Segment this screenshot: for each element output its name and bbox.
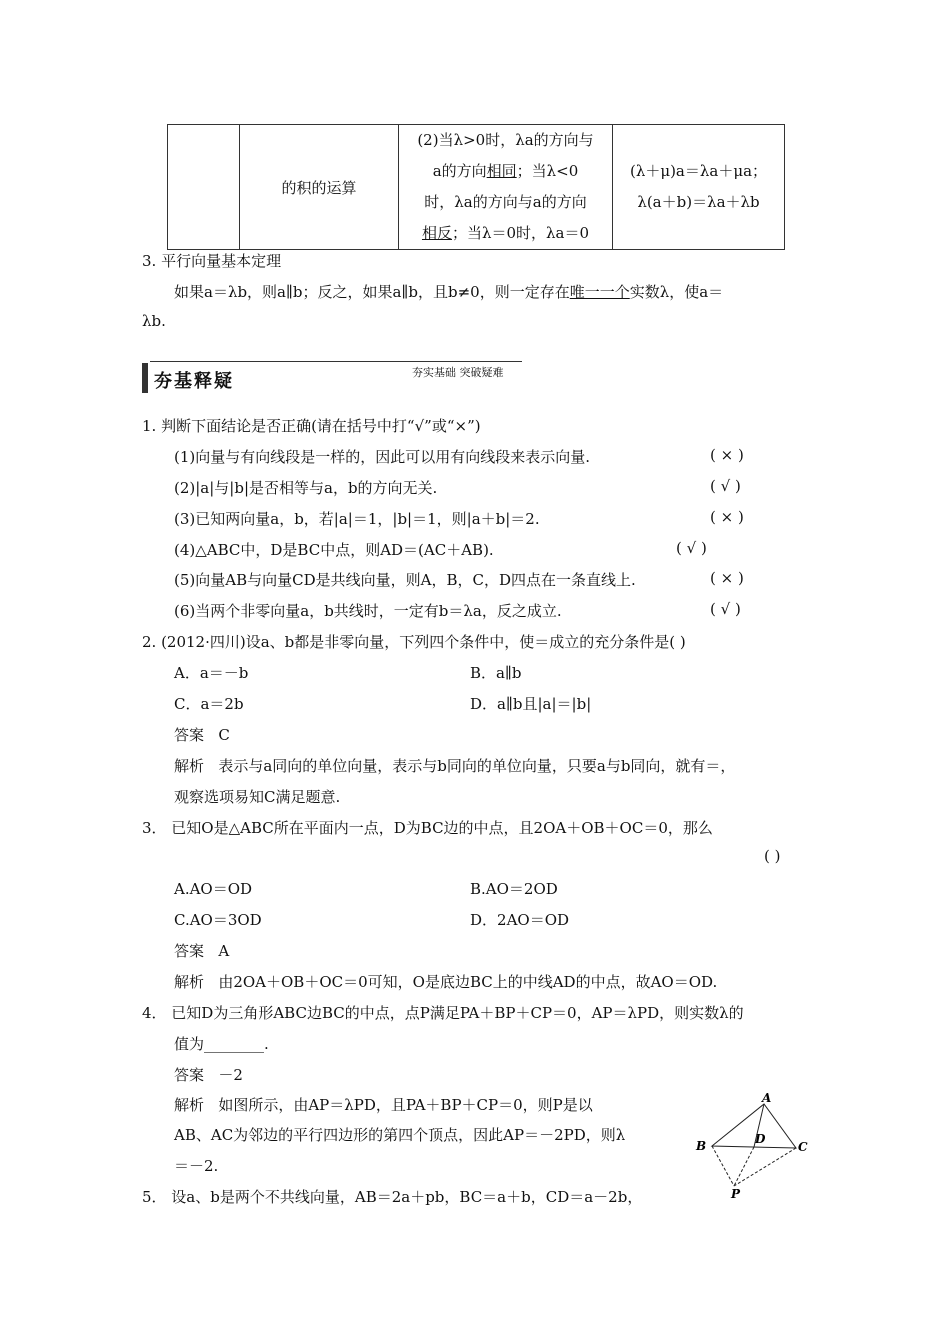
q1-item: (1)向量与有向线段是一样的，因此可以用有向线段来表示向量. [174,448,591,466]
q1-item: (4)△ABC中，D是BC中点，则AD＝(AC＋AB). [174,541,494,559]
q1-item: (6)当两个非零向量a，b共线时，一定有b＝λa，反之成立. [174,602,562,620]
analysis-text: 由2OA＋OB＋OC＝0可知，O是底边BC上的中线AD的中点，故AO＝OD. [218,973,718,991]
q2-analysis-line: 观察选项易知C满足题意. [174,788,341,806]
q2-answer-line [174,724,230,745]
analysis-text: 表示与a同向的单位向量，表示与b同向的单位向量，只要a与b同向，就有＝， [218,757,736,775]
q1-answer: ( √ ) [676,539,707,557]
theorem-text: 实数λ，使a＝ [629,283,724,301]
q3-paren: ( ) [764,847,781,865]
analysis-label: 解析 [174,757,205,775]
q4-analysis-line [174,1094,593,1115]
section-title: 夯基释疑 [154,371,234,392]
q4-answer-line [174,1064,243,1085]
table-desc-text: a的方向 [432,162,487,180]
q3-option-a: A.AO＝OD [174,880,253,898]
q1-answer: ( √ ) [710,600,741,618]
table-desc-underlined: 相反 [421,224,452,242]
operations-table [167,124,785,250]
table-cell-description [399,125,613,250]
answer-value: C [218,726,230,744]
parallelogram-figure [690,1090,810,1200]
theorem-heading: 3. 平行向量基本定理 [142,252,282,270]
analysis-label: 解析 [174,1096,205,1114]
theorem-text: 如果a＝λb，则a∥b；反之，如果a∥b，且b≠0，则一定存在 [174,283,570,301]
figure-label-b: B [696,1139,707,1153]
q2-stem: 2. (2012·四川)设a、b都是非零向量，下列四个条件中，使＝成立的充分条件是( ) [142,633,686,651]
q4-stem: 4． 已知D为三角形ABC边BC的中点，点P满足PA＋BP＋CP＝0，AP＝λPD，则实数λ的 [142,1004,744,1022]
q5-stem: 5． 设a、b是两个不共线向量，AB＝2a＋pb，BC＝a＋b，CD＝a－2b， [142,1188,643,1206]
q3-stem: 3． 已知O是△ABC所在平面内一点，D为BC边的中点，且2OA＋OB＋OC＝0，那么 [142,819,713,837]
answer-label: 答案 [174,726,205,744]
q4-stem: 值为________. [174,1035,269,1053]
table-cell-laws [613,125,785,250]
q3-answer-line [174,940,229,961]
q1-item: (3)已知两向量a，b，若|a|＝1，|b|＝1，则|a＋b|＝2. [174,510,540,528]
theorem-underlined: 唯一一个 [569,283,630,301]
q2-analysis-line [174,755,735,776]
table-law-line: (λ＋μ)a＝λa＋μa； [629,162,768,180]
q4-analysis-line: ＝－2. [174,1157,219,1175]
answer-value: －2 [218,1066,243,1084]
q4-analysis-line: AB、AC为邻边的平行四边形的第四个顶点，因此AP＝－2PD，则λ [174,1126,626,1144]
figure-label-d: D [755,1132,766,1146]
table-desc-underlined: 相同 [486,162,517,180]
q1-stem: 1. 判断下面结论是否正确(请在括号中打“√”或“×”) [142,417,481,435]
table-desc-line: 时，λa的方向与a的方向 [424,193,587,211]
answer-label: 答案 [174,1066,205,1084]
q3-option-b: B.AO＝2OD [470,880,558,898]
table-desc-text: ；当λ＝0时，λa＝0 [451,224,590,242]
q2-option-d: D．a∥b且|a|＝|b| [470,695,592,713]
figure-label-p: P [731,1187,741,1200]
figure-label-c: C [798,1140,808,1154]
section-bar [142,363,148,393]
q1-item: (2)|a|与|b|是否相等与a，b的方向无关. [174,479,438,497]
theorem-line [174,281,723,302]
analysis-label: 解析 [174,973,205,991]
table-desc-text: ；当λ<0 [516,162,579,180]
figure-label-a: A [762,1091,772,1105]
table-cell-empty [168,125,240,250]
section-rule [150,361,522,362]
q3-option-c: C.AO＝3OD [174,911,262,929]
answer-value: A [218,942,230,960]
q2-option-a: A．a＝－b [174,664,249,682]
q1-answer: ( × ) [710,446,744,464]
q3-analysis-line [174,971,717,992]
q1-answer: ( × ) [710,569,744,587]
q1-answer: ( √ ) [710,477,741,495]
q3-option-d: D．2AO＝OD [470,911,570,929]
theorem-line: λb. [142,312,166,330]
q1-answer: ( × ) [710,508,744,526]
section-subtitle: 夯实基础 突破疑难 [412,366,504,379]
table-desc-line [399,218,612,249]
q2-option-b: B．a∥b [470,664,522,682]
table-law-line: λ(a＋b)＝λa＋λb [637,193,760,211]
analysis-text: 如图所示，由AP＝λPD，且PA＋BP＋CP＝0，则P是以 [218,1096,593,1114]
table-row-label: 的积的运算 [281,178,357,197]
q2-option-c: C．a＝2b [174,695,244,713]
table-desc-line [399,156,612,187]
table-desc-line: (2)当λ>0时，λa的方向与 [417,131,594,149]
q1-item: (5)向量AB与向量CD是共线向量，则A，B，C，D四点在一条直线上. [174,571,636,589]
answer-label: 答案 [174,942,205,960]
table-cell-label [240,125,399,250]
